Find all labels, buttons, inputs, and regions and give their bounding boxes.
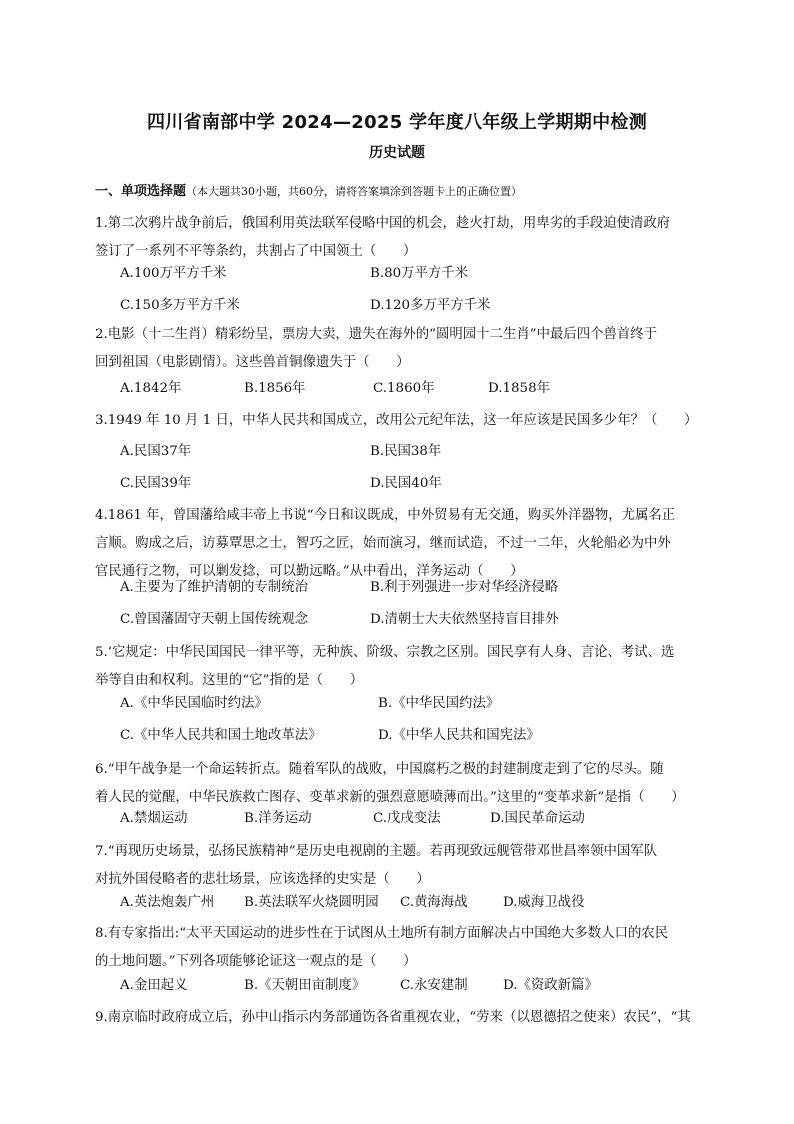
question-line: 9.南京临时政府成立后，孙中山指示内务部通饬各省重视农业，“劳来（以恩德招之使来）农民”，“其: [95, 1010, 691, 1025]
question-line: 言顺。购成之后，访募覃思之士，智巧之匠，始而演习，继而试造，不过一二年，火轮船必为中外: [95, 536, 671, 551]
question-line: 的土地问题。”下列各项能够论证这一观点的是（ ）: [95, 954, 417, 969]
question-9: [95, 1004, 703, 1032]
question-line: 8.有专家指出:“太平天国运动的进步性在于试图从土地所有制方面解决占中国绝大多数人口的农民: [95, 926, 669, 941]
exam-subtitle: 历史试题: [369, 145, 425, 161]
option-d: D.民国40年: [370, 476, 442, 491]
question-5: [95, 639, 703, 695]
option-b: B.《天朝田亩制度》: [244, 978, 366, 993]
option-c: C.曾国藩固守天朝上国传统观念: [120, 612, 309, 627]
option-a: A.主要为了维护清朝的专制统治: [120, 580, 309, 595]
question-line: 1.第二次鸦片战争前后，俄国利用英法联军侵略中国的机会，趁火打劫，用卑劣的手段迫使清政府: [95, 216, 671, 231]
option-b: B.英法联军火烧圆明园: [244, 895, 379, 910]
question-line: 7.“再现历史场景，弘扬民族精神”是历史电视剧的主题。若再现致远舰管带邓世昌率领中国军队: [95, 844, 658, 859]
option-c: C.黄海海战: [400, 895, 468, 910]
option-c: C.150多万平方千米: [120, 298, 240, 313]
option-b: B.80万平方千米: [370, 266, 469, 281]
option-a: A.《中华民国临时约法》: [120, 696, 268, 711]
exam-title: 四川省南部中学 2024—2025 学年度八年级上学期期中检测: [146, 112, 648, 133]
question-line: 签订了一系列不平等条约，共割占了中国领土（ ）: [95, 244, 417, 259]
question-3: [95, 407, 703, 435]
question-line: 2.电影（十二生肖）精彩纷呈，票房大卖，遗失在海外的“圆明园十二生肖”中最后四个兽首终于: [95, 327, 658, 342]
option-c: C.《中华人民共和国土地改革法》: [120, 728, 322, 743]
question-line: 举等自由和权利。这里的“它”指的是（ ）: [95, 673, 364, 688]
option-b: B.《中华民国约法》: [378, 696, 500, 711]
section-note: （本大题共30小题，共60分，请将答案填涂到答题卡上的正确位置）: [186, 185, 523, 198]
option-a: A.金田起义: [120, 978, 188, 993]
option-c: C.民国39年: [120, 476, 192, 491]
option-c: C.戊戌变法: [373, 811, 441, 826]
question-line: 着人民的觉醒，中华民族救亡图存、变革求新的强烈意愿喷薄而出。”这里的“变革求新”是指（ ）: [95, 790, 685, 805]
option-d: D.1858年: [488, 381, 550, 396]
option-b: B.1856年: [244, 381, 306, 396]
question-line: 对抗外国侵略者的悲壮场景，应该选择的史实是（ ）: [95, 872, 430, 887]
question-line: 4.1861 年，曾国藩给咸丰帝上书说“今日和议既成，中外贸易有无交通，购买外洋器物，尤属名正: [95, 508, 676, 523]
option-d: D.《资政新篇》: [503, 978, 598, 993]
option-d: D.120多万平方千米: [370, 298, 491, 313]
option-b: B.洋务运动: [244, 811, 312, 826]
option-c: C.1860年: [373, 381, 435, 396]
option-b: B.利于列强进一步对华经济侵略: [370, 580, 559, 595]
section-heading: [95, 180, 522, 199]
question-line: 6.“甲午战争是一个命运转折点。随着军队的战败，中国腐朽之极的封建制度走到了它的尽头。随: [95, 762, 664, 777]
option-b: B.民国38年: [370, 444, 442, 459]
option-d: D.威海卫战役: [503, 895, 585, 910]
question-7: [95, 838, 703, 894]
option-c: C.永安建制: [400, 978, 468, 993]
option-a: A.民国37年: [120, 444, 192, 459]
option-a: A.100万平方千米: [120, 266, 227, 281]
question-line: 回到祖国（电影剧情）。这些兽首铜像遗失于（ ）: [95, 355, 410, 370]
option-a: A.禁烟运动: [120, 811, 188, 826]
option-d: D.国民革命运动: [490, 811, 585, 826]
question-line: 5.‘它规定：中华民国国民一律平等，无种族、阶级、宗教之区别。国民享有人身、言论、考试、选: [95, 645, 675, 660]
option-a: A.英法炮轰广州: [120, 895, 215, 910]
section-title: 一、单项选择题: [95, 184, 187, 199]
option-d: D.《中华人民共和国宪法》: [378, 728, 540, 743]
question-line: 官民通行之物，可以剿发捻，可以勤远略。”从中看出，洋务运动（ ）: [95, 564, 524, 579]
question-line: 3.1949 年 10 月 1 日，中华人民共和国成立，改用公元纪年法，这一年应该是民国多少年？（ ）: [95, 413, 698, 428]
question-4: [95, 502, 703, 586]
question-6: [95, 756, 703, 812]
option-a: A.1842年: [120, 381, 182, 396]
question-1: [95, 210, 703, 266]
option-d: D.清朝士大夫依然坚持盲目排外: [370, 612, 559, 627]
question-8: [95, 920, 703, 976]
question-2: [95, 321, 703, 377]
